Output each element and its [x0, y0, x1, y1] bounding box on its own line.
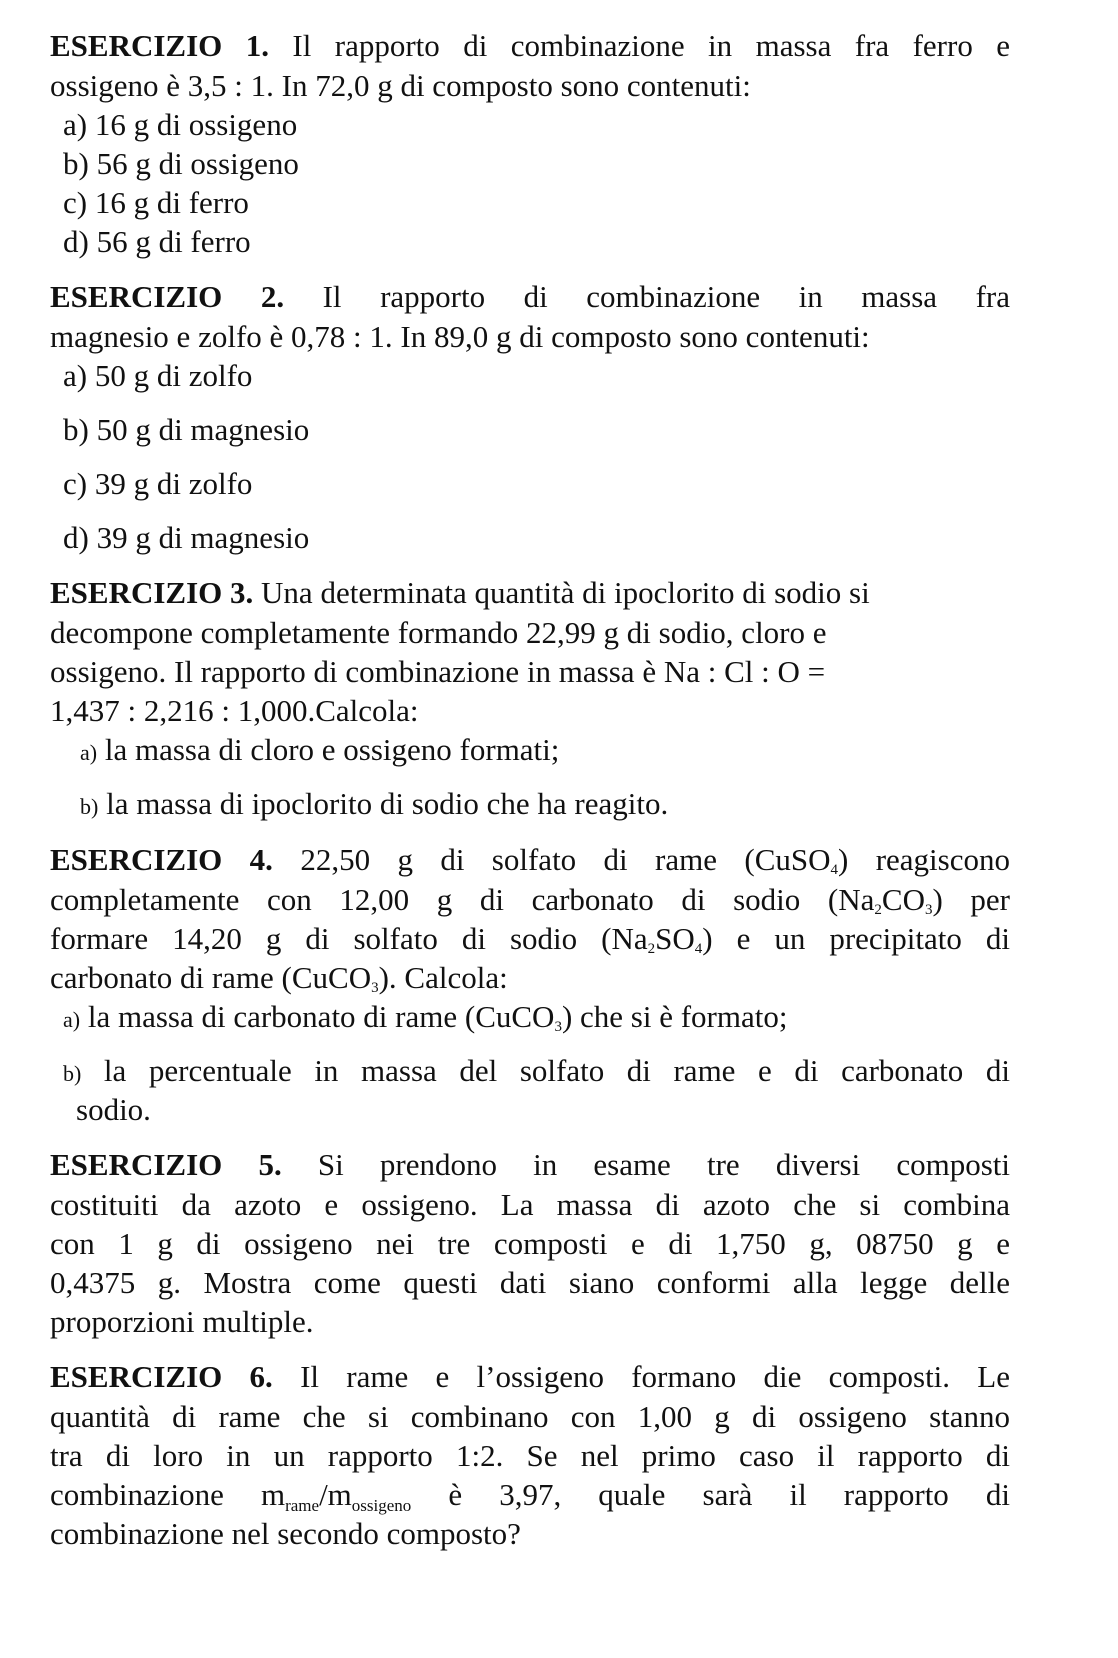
ex6-line-1: ESERCIZIO 6. Il rame e l’ossigeno formano die composti. Le [50, 1359, 1010, 1394]
ex1-option-a: a) 16 g di ossigeno [63, 107, 298, 142]
ex6-line-2: quantità di rame che si combinano con 1,00 g di ossigeno stanno [50, 1399, 1010, 1434]
ex6-line-5: combinazione nel secondo composto? [50, 1516, 521, 1551]
ex1-line-1: ESERCIZIO 1. Il rapporto di combinazione in massa fra ferro e [50, 28, 1011, 63]
ex3-item-a: a) la massa di cloro e ossigeno formati; [80, 732, 560, 767]
ex3-line-3: ossigeno. Il rapporto di combinazione in massa è Na : Cl : O = [50, 654, 826, 689]
ex2-option-b: b) 50 g di magnesio [63, 412, 310, 447]
ex4-item-a-marker: a) [63, 1007, 81, 1032]
ex2-option-a: a) 50 g di zolfo [63, 358, 253, 393]
ex4-title: ESERCIZIO 4. [50, 842, 273, 877]
ex4-line-2: completamente con 12,00 g di carbonato di sodio $(Na_2CO_3)$ per [50, 882, 1010, 918]
ex1-line-2: ossigeno è 3,5 : 1. In 72,0 g di composto sono contenuti: [50, 68, 751, 103]
ex5-line-3: con 1 g di ossigeno nei tre composti e di 1,750 g, 08750 g e [50, 1226, 1010, 1261]
ex2-title: ESERCIZIO 2. [50, 279, 285, 314]
ex1-title: ESERCIZIO 1. [50, 28, 269, 63]
ex5-line-4: 0,4375 g. Mostra come questi dati siano conformi alla legge delle [50, 1265, 1010, 1300]
ex3-line-4: 1,437 : 2,216 : 1,000.Calcola: [50, 693, 419, 728]
ex4-line-4: carbonato di rame (CuCO$_3$). Calcola: [50, 960, 508, 996]
ex3-title: ESERCIZIO 3. [50, 575, 254, 610]
ex3-item-a-marker: a) [80, 740, 98, 765]
ex4-line-1: ESERCIZIO 4. 22,50 g di solfato di rame (CuSO$_4$) reagiscono [50, 842, 1010, 878]
ex5-line-2: costituiti da azoto e ossigeno. La massa di azoto che si combina [50, 1187, 1010, 1222]
ex2-line-2: magnesio e zolfo è 0,78 : 1. In 89,0 g di composto sono contenuti: [50, 319, 870, 354]
ex3-item-b-marker: b) [80, 794, 99, 819]
ex3-line-1: ESERCIZIO 3. Una determinata quantità di ipoclorito di sodio si [50, 575, 870, 610]
ex5-title: ESERCIZIO 5. [50, 1147, 282, 1182]
ex4-item-b-cont: sodio. [76, 1092, 151, 1127]
ex1-option-b: b) 56 g di ossigeno [63, 146, 299, 181]
ex6-line-3: tra di loro in un rapporto 1:2. Se nel primo caso il rapporto di [50, 1438, 1010, 1473]
ex3-item-b: b) la massa di ipoclorito di sodio che ha reagito. [80, 786, 669, 821]
ex6-title: ESERCIZIO 6. [50, 1359, 273, 1394]
ex2-line-1: ESERCIZIO 2. Il rapporto di combinazione in massa fra [50, 279, 1010, 314]
ex4-item-b-marker: b) [63, 1061, 82, 1086]
ex4-item-a: a) la massa di carbonato di rame (CuCO$_3$) che si è formato; [63, 999, 788, 1035]
ex4-line-3: formare 14,20 g di solfato di sodio $(Na_2SO_4)$ e un precipitato di [50, 921, 1010, 957]
ex6-line-4: combinazione mrame/mossigeno è 3,97, quale sarà il rapporto di [50, 1477, 1010, 1515]
ex2-option-d: d) 39 g di magnesio [63, 520, 310, 555]
ex5-line-1: ESERCIZIO 5. Si prendono in esame tre diversi composti [50, 1147, 1011, 1182]
ex3-line-2: decompone completamente formando 22,99 g di sodio, cloro e [50, 615, 827, 650]
ex4-item-b: b) la percentuale in massa del solfato di rame e di carbonato di [63, 1053, 1010, 1088]
ex5-line-5: proporzioni multiple. [50, 1304, 314, 1339]
ex1-option-c: c) 16 g di ferro [63, 185, 249, 220]
ex2-option-c: c) 39 g di zolfo [63, 466, 253, 501]
ex1-option-d: d) 56 g di ferro [63, 224, 251, 259]
